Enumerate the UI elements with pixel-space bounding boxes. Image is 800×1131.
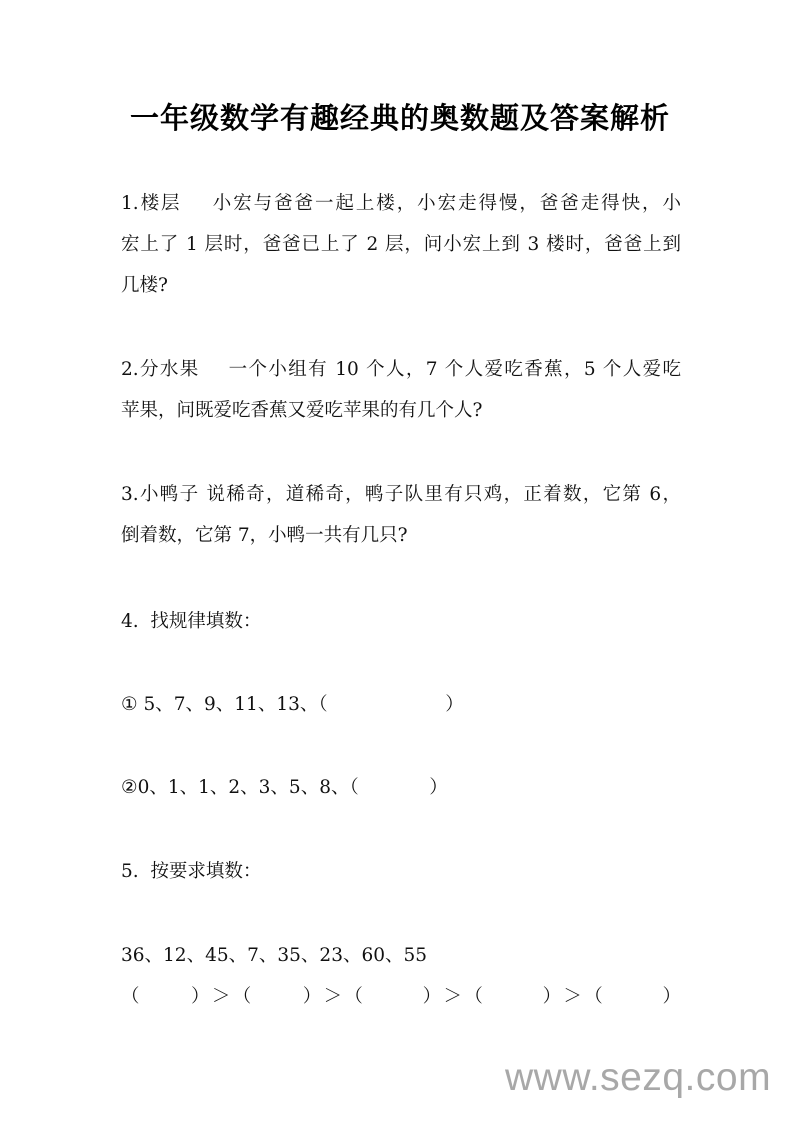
- question-1-line-1: 1.楼层 小宏与爸爸一起上楼，小宏走得慢，爸爸走得快，小: [121, 193, 681, 214]
- question-2-line-1: 2.分水果 一个小组有 10 个人，7 个人爱吃香蕉，5 个人爱吃: [121, 359, 681, 380]
- question-3-line-2: 倒着数，它第 7，小鸭一共有几只?: [121, 525, 408, 546]
- question-4-heading: 4. 找规律填数：: [121, 611, 262, 632]
- question-5-numbers: 36、12、45、7、35、23、60、55: [121, 945, 428, 966]
- question-3-line-1: 3.小鸭子 说稀奇，道稀奇，鸭子队里有只鸡，正着数，它第 6，: [121, 484, 681, 505]
- watermark: www.sezq.com: [505, 1056, 772, 1099]
- question-2-line-2: 苹果，问既爱吃香蕉又爱吃苹果的有几个人?: [121, 400, 483, 421]
- question-5-heading: 5. 按要求填数：: [121, 861, 262, 882]
- question-4-item-1: ① 5、7、9、11、13、（ ）: [121, 694, 464, 715]
- question-1-line-3: 几楼?: [121, 275, 168, 296]
- page-title: 一年级数学有趣经典的奥数题及答案解析: [129, 101, 670, 135]
- question-5-answer-blanks: （ ）＞（ ）＞（ ）＞（ ）＞（ ）: [121, 986, 681, 1007]
- question-1-line-2: 宏上了 1 层时，爸爸已上了 2 层，问小宏上到 3 楼时，爸爸上到: [121, 234, 681, 255]
- question-4-item-2: ②0、1、1、2、3、5、8、（ ）: [121, 777, 448, 798]
